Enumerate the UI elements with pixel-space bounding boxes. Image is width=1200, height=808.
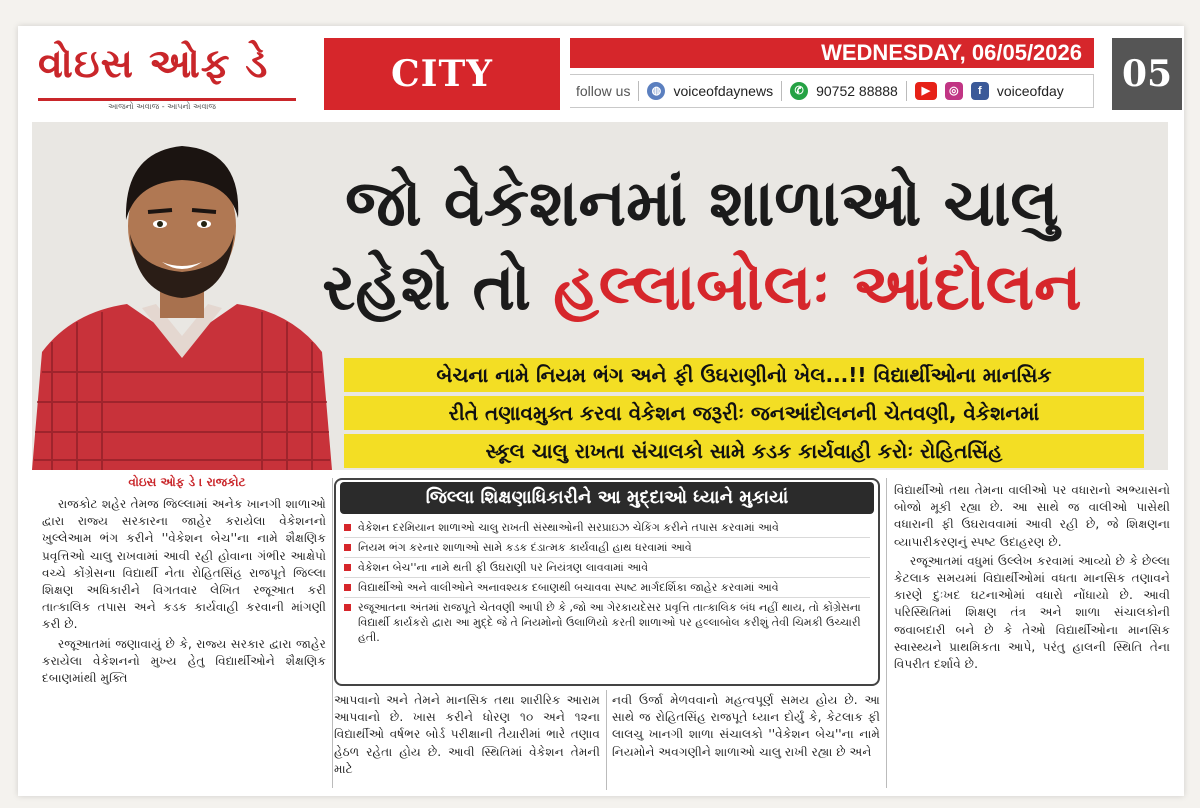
column-divider xyxy=(332,478,333,788)
article-column-4 xyxy=(894,482,1170,675)
main-headline xyxy=(242,162,1162,330)
article-column-1 xyxy=(42,496,326,689)
paragraph: રાજકોટ શહેર તેમજ જિલ્લામાં અનેક ખાનગી શાળાઓ દ્વારા રાજ્ય સરકારના જાહેર કરાયેલા વેકેશનનો ખુલ્લેઆમ ભંગ કરીને ''વેકેશન બેચ''ના નામે શૈક્ષણિક પ્રવૃત્તિઓ ચાલુ રાખવામાં આવી રહી હોવાના ગંભીર આક્ષેપો વચ્ચે કોંગ્રેસના વિદ્યાર્થી નેતા રોહિતસિંહ રાજપૂતે જિલ્લા શિક્ષણ અધિકારીને વિગતવાર લેખિત રજૂઆત કરી તાત્કાલિક તપાસ અને કડક કાર્યવાહી કરવાની માંગણી કરી છે. xyxy=(42,497,326,632)
logo-tagline: આજનો અવાજ - આપનો અવાજ xyxy=(108,102,216,111)
paragraph: વિદ્યાર્થીઓ તથા તેમના વાલીઓ પર વધારાનો અભ્યાસનો બોજો મૂકી રહ્યા છે. આ સાથે જ વાલીઓ પાસેથી વધારાની ફી ઉઘરાવવામાં આવી રહી છે, જે શિક્ષણના વ્યાપારીકરણનું સ્પષ્ટ ઉદાહરણ છે. xyxy=(894,483,1170,549)
follow-label: follow us xyxy=(576,83,631,99)
instagram-icon: ◎ xyxy=(945,82,963,100)
key-point: વેકેશન દરમિયાન શાળાઓ ચાલુ રાખતી સંસ્થાઓની સરપ્રાઇઝ ચેકિંગ કરીને તપાસ કરવામાં આવે xyxy=(344,520,870,538)
paragraph: આપવાનો અને તેમને માનસિક તથા શારીરિક આરામ આપવાનો છે. ખાસ કરીને ધોરણ ૧૦ અને ૧૨ના વિદ્યાર્થીઓ વર્ષભર બોર્ડ પરીક્ષાની તૈયારીમાં ભારે તણાવ હેઠળ રહેતા હોય છે. આવી સ્થિતિમાં વેકેશન તેમની માટે xyxy=(334,693,600,776)
section-label: CITY xyxy=(324,38,560,110)
key-points-list xyxy=(344,520,870,647)
headline-line-1: જો વેકેશનમાં શાળાઓ ચાલુ xyxy=(345,167,1059,241)
facebook-handle: voiceofday xyxy=(996,83,1064,99)
website-handle: voiceofdaynews xyxy=(673,83,774,99)
headline-line-2-red: હલ્લાબોલઃ આંદોલન xyxy=(553,251,1082,325)
deck-line: સ્કૂલ ચાલુ રાખતા સંચાલકો સામે કડક કાર્યવાહી કરોઃ રોહિતસિંહ xyxy=(344,434,1144,468)
headline-block xyxy=(32,122,1168,470)
deck-line: રીતે તણાવમુક્ત કરવા વેકેશન જરૂરીઃ જનઆંદોલનની ચેતવણી, વેકેશનમાં xyxy=(344,396,1144,430)
key-point: વેકેશન બેચ''ના નામે થતી ફી ઉઘરાણી પર નિયંત્રણ લાવવામાં આવે xyxy=(344,560,870,578)
youtube-icon: ▶ xyxy=(915,82,937,100)
newspaper-logo xyxy=(38,36,308,110)
article-column-2 xyxy=(334,692,600,780)
headline-line-2 xyxy=(242,246,1162,330)
byline: વોઇસ ઓફ ડે । રાજકોટ xyxy=(128,475,246,489)
deck-line: બેચના નામે નિયમ ભંગ અને ફી ઉઘરાણીનો ખેલ...!! વિદ્યાર્થીઓના માનસિક xyxy=(344,358,1144,392)
paragraph: રજૂઆતમાં વધુમાં ઉલ્લેખ કરવામાં આવ્યો છે કે છેલ્લા કેટલાક સમયમાં વિદ્યાર્થીઓમાં વધતા માનસિક તણાવને કારણે દુઃખદ ઘટનાઓમાં વધારો નોંધાયો છે. આવી પરિસ્થિતિમાં શિક્ષણ તંત્ર અને શાળા સંચાલકોની જવાબદારી બને છે કે તેઓ વિદ્યાર્થીઓના માનસિક સ્વાસ્થ્યને પ્રાથમિકતા આપે, પરંતુ હાલની સ્થિતિ તેના વિપરીત દર્શાવે છે. xyxy=(894,553,1170,672)
key-point: રજૂઆતના અંતમાં રાજપૂતે ચેતવણી આપી છે કે ,જો આ ગેરકાયદેસર પ્રવૃત્તિ તાત્કાલિક બંધ નહીં થાય, તો કોંગ્રેસના વિદ્યાર્થી કાર્યકરો દ્વારા આ મુદ્દે જે તે નિયમોનો ઉલાળિયો કરતી શાળાઓ પર હલ્લાબોલ કરીશું તેવી ચિમકી ઉચ્ચારી હતી. xyxy=(344,600,870,647)
masthead xyxy=(32,32,1182,114)
column-divider xyxy=(606,690,607,790)
article-column-3 xyxy=(612,692,880,763)
social-bar xyxy=(570,74,1094,108)
paragraph: નવી ઉર્જા મેળવવાનો મહત્વપૂર્ણ સમય હોય છે. આ સાથે જ રોહિતસિંહ રાજપૂતે ધ્યાન દોર્યું કે, કેટલાક ફી લાલચુ ખાનગી શાળા સંચાલકો ''વેકેશન બેચ''ના નામે નિયમોને અવગણીને શાળાઓ ચાલુ રાખી રહ્યા છે અને xyxy=(612,693,880,759)
divider xyxy=(638,81,639,101)
paragraph: રજૂઆતમાં જણાવાયું છે કે, રાજ્ય સરકાર દ્વારા જાહેર કરાયેલા વેકેશનનો મુખ્ય હેતુ વિદ્યાર્થીઓને શૈક્ષણિક દબાણમાંથી મુક્તિ xyxy=(42,636,326,686)
globe-icon: ◍ xyxy=(647,82,665,100)
page-number: 05 xyxy=(1112,38,1182,110)
key-point: વિદ્યાર્થીઓ અને વાલીઓને અનાવશ્યક દબાણથી બચાવવા સ્પષ્ટ માર્ગદર્શિકા જાહેર કરવામાં આવે xyxy=(344,580,870,598)
headline-line-2-black: રહેશે તો xyxy=(322,251,554,325)
key-point: નિયમ ભંગ કરનાર શાળાઓ સામે કડક દંડાત્મક કાર્યવાહી હાથ ધરવામાં આવે xyxy=(344,540,870,558)
box-title: જિલ્લા શિક્ષણાધિકારીને આ મુદ્દાઓ ધ્યાને મુકાયાં xyxy=(340,482,874,514)
whatsapp-icon: ✆ xyxy=(790,82,808,100)
newspaper-page xyxy=(18,26,1184,796)
facebook-icon: f xyxy=(971,82,989,100)
key-points-box xyxy=(334,478,880,686)
logo-text: વોઇસ ઓફ ડે xyxy=(38,41,269,87)
divider xyxy=(906,81,907,101)
issue-date: WEDNESDAY, 06/05/2026 xyxy=(570,38,1094,68)
column-divider xyxy=(886,478,887,788)
divider xyxy=(781,81,782,101)
logo-underline xyxy=(38,98,296,101)
phone-number: 90752 88888 xyxy=(816,83,898,99)
